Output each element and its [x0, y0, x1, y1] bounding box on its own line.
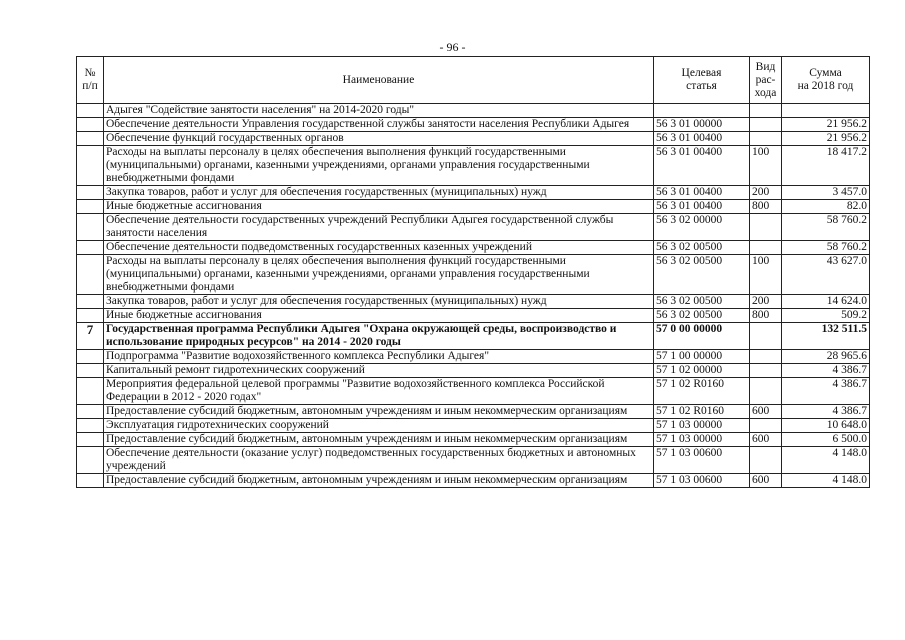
budget-table — [76, 56, 870, 488]
row-amount: 132 511.5 — [782, 323, 870, 350]
row-expense-type: 100 — [750, 146, 782, 186]
row-target-article — [654, 104, 750, 118]
row-name: Предоставление субсидий бюджетным, автономным учреждениям и иным некоммерческим организациям — [104, 474, 654, 488]
row-number — [77, 350, 104, 364]
row-amount: 4 148.0 — [782, 474, 870, 488]
row-name: Расходы на выплаты персоналу в целях обеспечения выполнения функций государственными (муниципальными) органами, казенными учреждениями, органами управления государственными внебюджетными фондами — [104, 146, 654, 186]
header-amount — [782, 57, 870, 104]
row-amount: 10 648.0 — [782, 419, 870, 433]
row-expense-type: 200 — [750, 186, 782, 200]
header-num-label: № п/п — [82, 67, 98, 92]
table-row — [77, 255, 870, 295]
header-name-label: Наименование — [342, 73, 415, 86]
row-expense-type — [750, 104, 782, 118]
row-target-article: 56 3 01 00400 — [654, 146, 750, 186]
row-name: Мероприятия федеральной целевой программы "Развитие водохозяйственного комплекса Российской Федерации в 2012 - 2020 годах" — [104, 378, 654, 405]
table-row — [77, 241, 870, 255]
header-name — [104, 57, 654, 104]
row-amount: 4 386.7 — [782, 405, 870, 419]
row-name: Обеспечение деятельности подведомственных государственных казенных учреждений — [104, 241, 654, 255]
table-row — [77, 132, 870, 146]
row-amount: 28 965.6 — [782, 350, 870, 364]
row-target-article: 56 3 01 00400 — [654, 200, 750, 214]
row-target-article: 56 3 02 00500 — [654, 241, 750, 255]
table-header-row — [77, 57, 870, 104]
row-name: Государственная программа Республики Адыгея "Охрана окружающей среды, воспроизводство и использование природных ресурсов" на 2014 - 2020 годы — [104, 323, 654, 350]
row-number — [77, 433, 104, 447]
row-target-article: 57 1 03 00000 — [654, 433, 750, 447]
row-name: Предоставление субсидий бюджетным, автономным учреждениям и иным некоммерческим организациям — [104, 405, 654, 419]
table-row — [77, 200, 870, 214]
header-code — [654, 57, 750, 104]
row-number — [77, 419, 104, 433]
row-name: Капитальный ремонт гидротехнических сооружений — [104, 364, 654, 378]
table-row — [77, 447, 870, 474]
row-number — [77, 405, 104, 419]
row-expense-type — [750, 447, 782, 474]
table-row — [77, 146, 870, 186]
table-row — [77, 378, 870, 405]
row-name: Адыгея "Содействие занятости населения" на 2014-2020 годы" — [104, 104, 654, 118]
row-name: Обеспечение функций государственных органов — [104, 132, 654, 146]
row-number — [77, 295, 104, 309]
row-expense-type: 600 — [750, 433, 782, 447]
row-number: 7 — [77, 323, 104, 350]
row-name: Эксплуатация гидротехнических сооружений — [104, 419, 654, 433]
table-row — [77, 350, 870, 364]
row-amount: 58 760.2 — [782, 241, 870, 255]
header-amount-label: Сумма на 2018 год — [797, 67, 854, 92]
row-target-article: 56 3 01 00400 — [654, 132, 750, 146]
row-amount: 82.0 — [782, 200, 870, 214]
row-name: Подпрограмма "Развитие водохозяйственного комплекса Республики Адыгея" — [104, 350, 654, 364]
table-row — [77, 419, 870, 433]
row-target-article: 57 1 00 00000 — [654, 350, 750, 364]
row-number — [77, 255, 104, 295]
row-expense-type — [750, 132, 782, 146]
row-expense-type: 200 — [750, 295, 782, 309]
row-number — [77, 186, 104, 200]
header-num — [77, 57, 104, 104]
row-name: Обеспечение деятельности Управления государственной службы занятости населения Республики Адыгея — [104, 118, 654, 132]
row-target-article: 56 3 02 00500 — [654, 309, 750, 323]
row-expense-type: 800 — [750, 309, 782, 323]
row-number — [77, 200, 104, 214]
row-number — [77, 364, 104, 378]
row-expense-type — [750, 241, 782, 255]
row-target-article: 57 1 02 R0160 — [654, 378, 750, 405]
row-amount: 21 956.2 — [782, 132, 870, 146]
row-target-article: 56 3 02 00500 — [654, 255, 750, 295]
row-amount: 43 627.0 — [782, 255, 870, 295]
table-row — [77, 323, 870, 350]
row-name: Закупка товаров, работ и услуг для обеспечения государственных (муниципальных) нужд — [104, 295, 654, 309]
row-number — [77, 309, 104, 323]
page-number: - 96 - — [439, 40, 466, 54]
row-expense-type — [750, 118, 782, 132]
row-target-article: 56 3 02 00000 — [654, 214, 750, 241]
row-target-article: 57 1 02 00000 — [654, 364, 750, 378]
row-expense-type — [750, 214, 782, 241]
row-expense-type: 800 — [750, 200, 782, 214]
row-amount — [782, 104, 870, 118]
row-amount: 509.2 — [782, 309, 870, 323]
row-number — [77, 146, 104, 186]
row-name: Иные бюджетные ассигнования — [104, 309, 654, 323]
table-row — [77, 295, 870, 309]
header-code-label: Целевая статья — [681, 67, 722, 92]
row-name: Расходы на выплаты персоналу в целях обеспечения выполнения функций государственными (муниципальными) органами, казенными учреждениями, органами управления государственными внебюджетными фондами — [104, 255, 654, 295]
row-expense-type — [750, 419, 782, 433]
table-row — [77, 405, 870, 419]
row-expense-type — [750, 364, 782, 378]
row-amount: 18 417.2 — [782, 146, 870, 186]
table-row — [77, 474, 870, 488]
row-target-article: 56 3 01 00000 — [654, 118, 750, 132]
row-expense-type: 600 — [750, 474, 782, 488]
row-expense-type: 600 — [750, 405, 782, 419]
row-target-article: 57 0 00 00000 — [654, 323, 750, 350]
row-amount: 6 500.0 — [782, 433, 870, 447]
row-expense-type — [750, 378, 782, 405]
table-row — [77, 118, 870, 132]
row-number — [77, 241, 104, 255]
row-number — [77, 447, 104, 474]
table-body — [77, 104, 870, 488]
row-name: Обеспечение деятельности государственных учреждений Республики Адыгея государственной службы занятости населения — [104, 214, 654, 241]
row-number — [77, 378, 104, 405]
row-name: Иные бюджетные ассигнования — [104, 200, 654, 214]
row-number — [77, 214, 104, 241]
row-amount: 4 148.0 — [782, 447, 870, 474]
row-amount: 4 386.7 — [782, 378, 870, 405]
row-expense-type — [750, 350, 782, 364]
table-row — [77, 214, 870, 241]
header-vr — [750, 57, 782, 104]
row-name: Закупка товаров, работ и услуг для обеспечения государственных (муниципальных) нужд — [104, 186, 654, 200]
row-amount: 21 956.2 — [782, 118, 870, 132]
row-number — [77, 474, 104, 488]
row-target-article: 57 1 03 00600 — [654, 447, 750, 474]
header-vr-label: Вид рас- хода — [754, 60, 777, 99]
table-row — [77, 433, 870, 447]
row-expense-type — [750, 323, 782, 350]
table-row — [77, 186, 870, 200]
row-name: Предоставление субсидий бюджетным, автономным учреждениям и иным некоммерческим организациям — [104, 433, 654, 447]
row-target-article: 56 3 02 00500 — [654, 295, 750, 309]
row-name: Обеспечение деятельности (оказание услуг) подведомственных государственных бюджетных и автономных учреждений — [104, 447, 654, 474]
table-row — [77, 309, 870, 323]
row-expense-type: 100 — [750, 255, 782, 295]
row-number — [77, 132, 104, 146]
row-amount: 3 457.0 — [782, 186, 870, 200]
row-target-article: 57 1 03 00000 — [654, 419, 750, 433]
row-target-article: 57 1 03 00600 — [654, 474, 750, 488]
row-amount: 14 624.0 — [782, 295, 870, 309]
row-number — [77, 104, 104, 118]
table-row — [77, 364, 870, 378]
row-number — [77, 118, 104, 132]
row-target-article: 56 3 01 00400 — [654, 186, 750, 200]
row-target-article: 57 1 02 R0160 — [654, 405, 750, 419]
row-amount: 4 386.7 — [782, 364, 870, 378]
table-row — [77, 104, 870, 118]
row-amount: 58 760.2 — [782, 214, 870, 241]
